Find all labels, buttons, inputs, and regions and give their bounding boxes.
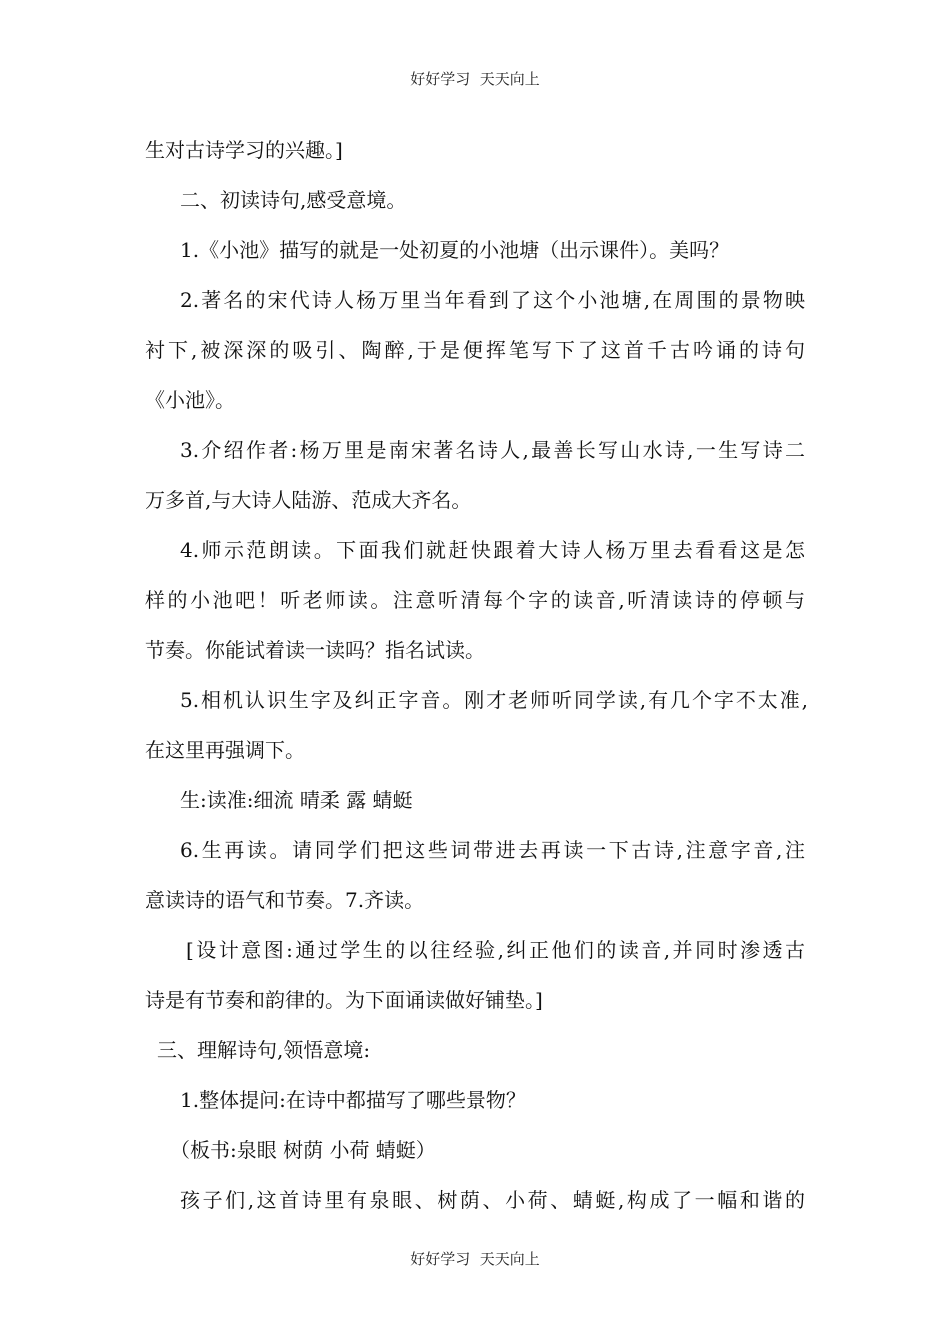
text-line: 1.整体提问:在诗中都描写了哪些景物？: [180, 1088, 526, 1112]
blackboard-note: （板书:泉眼 树荫 小荷 蜻蜓）: [170, 1138, 436, 1162]
design-intent-line: 诗是有节奏和韵律的。为下面诵读做好铺垫。]: [145, 988, 543, 1012]
text-line: 生:读准:细流 晴柔 露 蜻蜓: [180, 788, 413, 812]
text-line: 生对古诗学习的兴趣。]: [145, 138, 343, 162]
text-line: 样的小池吧！听老师读。注意听清每个字的读音,听清读诗的停顿与: [145, 588, 805, 612]
design-intent-line: [设计意图:通过学生的以往经验,纠正他们的读音,并同时渗透古: [186, 938, 805, 962]
text-line: 3.介绍作者:杨万里是南宋著名诗人,最善长写山水诗,一生写诗二: [180, 438, 805, 462]
text-line: 在这里再强调下。: [145, 738, 305, 762]
text-line: 节奏。你能试着读一读吗？指名试读。: [145, 638, 485, 662]
text-line: 6.生再读。请同学们把这些词带进去再读一下古诗,注意字音,注: [180, 838, 805, 862]
text-line: 《小池》。: [145, 388, 235, 412]
page-footer: 好好学习 天天向上: [410, 1250, 540, 1268]
section-heading: 二、初读诗句,感受意境。: [180, 188, 407, 212]
text-line: 5.相机认识生字及纠正字音。刚才老师听同学读,有几个字不太准,: [180, 688, 808, 712]
text-line: 4.师示范朗读。下面我们就赶快跟着大诗人杨万里去看看这是怎: [180, 538, 805, 562]
text-line: 2.著名的宋代诗人杨万里当年看到了这个小池塘,在周围的景物映: [180, 288, 805, 312]
text-line: 万多首,与大诗人陆游、范成大齐名。: [145, 488, 472, 512]
page-header: 好好学习 天天向上: [410, 70, 540, 88]
text-line: 意读诗的语气和节奏。7.齐读。: [145, 888, 425, 912]
text-line: 孩子们,这首诗里有泉眼、树荫、小荷、蜻蜓,构成了一幅和谐的: [180, 1188, 805, 1212]
section-heading: 三、理解诗句,领悟意境:: [157, 1038, 371, 1062]
text-line: 衬下,被深深的吸引、陶醉,于是便挥笔写下了这首千古吟诵的诗句: [145, 338, 805, 362]
text-line: 1.《小池》描写的就是一处初夏的小池塘（出示课件）。美吗？: [180, 238, 730, 262]
